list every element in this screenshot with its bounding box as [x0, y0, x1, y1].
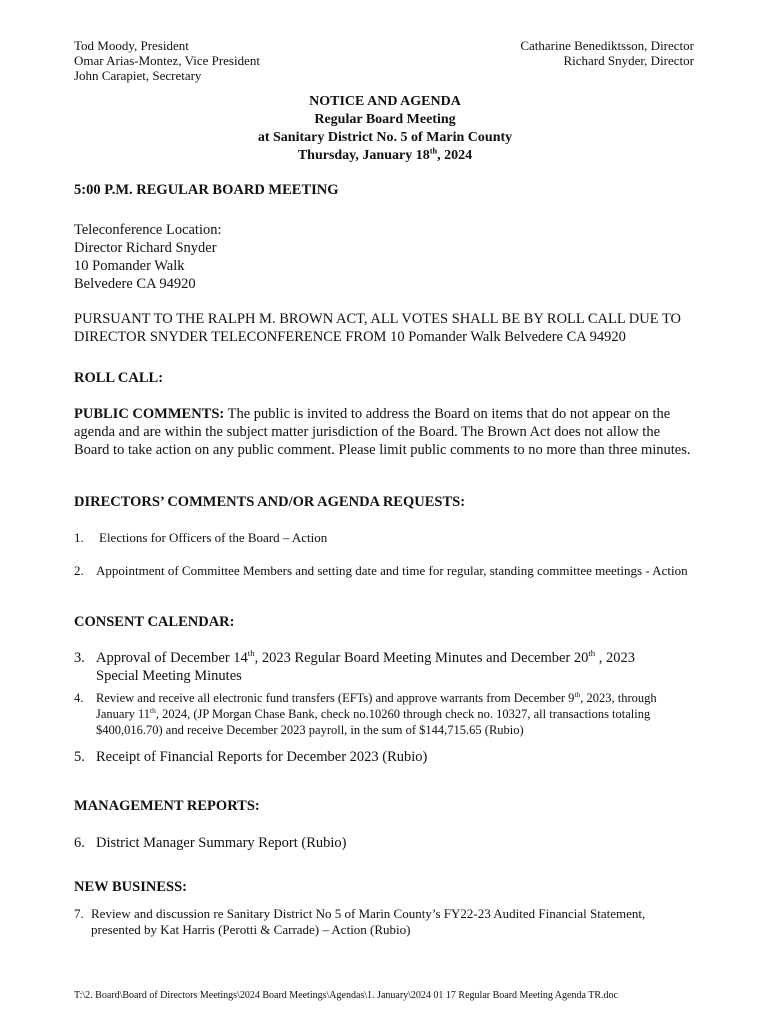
management-reports-heading: MANAGEMENT REPORTS:	[74, 798, 260, 814]
teleconference-director: Director Richard Snyder	[74, 240, 217, 256]
agenda-item-5	[74, 748, 704, 766]
item-text: Receipt of Financial Reports for December 2023 (Rubio)	[96, 749, 428, 765]
item-text: Review and receive all electronic fund transfers (EFTs) and approve warrants from December 9th, 2023, through January 11th, 2024, (JP Morgan Chase Bank, check no.10260 through check no. 10327, all transactions totaling $400,016.70) and receive December 2023 payroll, in the sum of $144,715.65 (Rubio)	[96, 689, 657, 737]
director-benediktsson: Catharine Benediktsson, Director	[520, 38, 694, 53]
agenda-item-4	[74, 690, 694, 738]
header-officers	[74, 38, 260, 83]
item-number: 2.	[74, 563, 84, 578]
brown-act-notice: PURSUANT TO THE RALPH M. BROWN ACT, ALL VOTES SHALL BE BY ROLL CALL DUE TO DIRECTOR SNYDER TELECONFERENCE FROM 10 Pomander Walk Belvedere CA 94920	[74, 311, 682, 345]
directors-comments-heading: DIRECTORS’ COMMENTS AND/OR AGENDA REQUESTS:	[74, 494, 466, 510]
teleconference-city: Belvedere CA 94920	[74, 276, 196, 292]
officer-vice-president: Omar Arias-Montez, Vice President	[74, 53, 260, 68]
roll-call-heading: ROLL CALL:	[74, 370, 164, 386]
item-text: Appointment of Committee Members and setting date and time for regular, standing committee meetings - Action	[96, 563, 688, 578]
title-location: at Sanitary District No. 5 of Marin County	[257, 130, 513, 145]
new-business-heading: NEW BUSINESS:	[74, 879, 187, 895]
title-notice: NOTICE AND AGENDA	[309, 94, 461, 109]
item-number: 7.	[74, 906, 84, 921]
item-number: 4.	[74, 691, 84, 705]
agenda-item-1	[74, 530, 704, 546]
public-comments-heading: PUBLIC COMMENTS:	[74, 406, 225, 422]
item-number: 3.	[74, 650, 85, 666]
public-comments-paragraph	[74, 405, 698, 459]
officer-president: Tod Moody, President	[74, 38, 189, 53]
item-number: 1.	[74, 530, 84, 545]
title-date: Thursday, January 18th, 2024	[297, 146, 473, 163]
agenda-item-2	[74, 563, 690, 579]
teleconference-label: Teleconference Location:	[74, 222, 222, 238]
agenda-item-6	[74, 834, 704, 852]
item-text: District Manager Summary Report (Rubio)	[96, 835, 347, 851]
item-number: 6.	[74, 835, 85, 851]
director-snyder: Richard Snyder, Director	[563, 53, 694, 68]
item-text: Elections for Officers of the Board – Action	[99, 530, 328, 545]
agenda-item-3	[74, 649, 674, 685]
item-text: Review and discussion re Sanitary District No 5 of Marin County’s FY22-23 Audited Financial Statement, presented by Kat Harris (Perotti & Carrade) – Action (Rubio)	[91, 906, 646, 937]
header-directors	[520, 38, 694, 68]
officer-secretary: John Carapiet, Secretary	[74, 68, 202, 83]
teleconference-street: 10 Pomander Walk	[74, 258, 185, 274]
item-text: Approval of December 14th, 2023 Regular Board Meeting Minutes and December 20th , 2023 Special Meeting Minutes	[96, 648, 636, 684]
title-meeting-type: Regular Board Meeting	[314, 112, 456, 127]
public-comments-text: The public is invited to address the Board on items that do not appear on the agenda and are within the subject matter jurisdiction of the Board. The Brown Act does not allow the Board to take action on any public comment. Please limit public comments to no more than three minutes.	[74, 406, 691, 458]
agenda-title	[0, 93, 770, 165]
consent-calendar-heading: CONSENT CALENDAR:	[74, 614, 235, 630]
file-path-footer: T:\2. Board\Board of Directors Meetings\2024 Board Meetings\Agendas\1. January\2024 01 17 Regular Board Meeting Agenda TR.doc	[74, 990, 618, 1001]
teleconference-block	[74, 221, 698, 293]
meeting-time-heading: 5:00 P.M. REGULAR BOARD MEETING	[74, 182, 339, 198]
item-number: 5.	[74, 749, 85, 765]
agenda-item-7	[74, 906, 694, 938]
